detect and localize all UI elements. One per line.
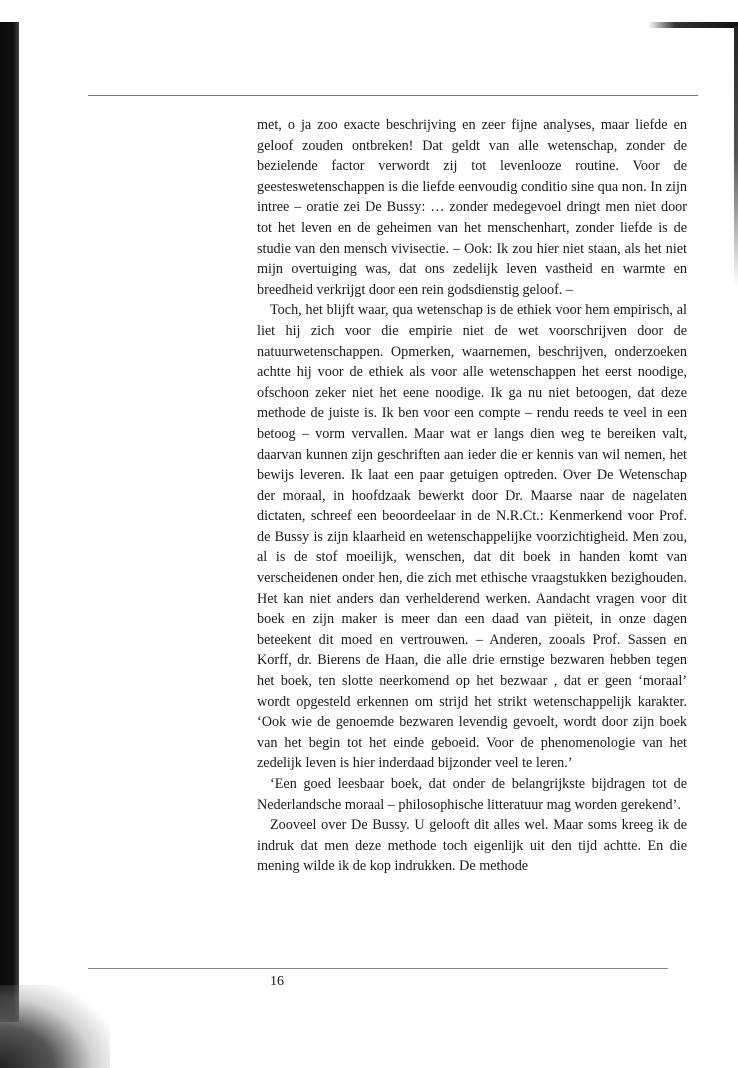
paragraph-3: ‘Een goed leesbaar boek, dat onder de belangrijkste bijdragen tot de Nederlandsche moraal – philosophische litteratuur mag worden gerekend’. xyxy=(257,776,687,813)
scan-shadow-left xyxy=(0,22,19,1022)
paragraph-1: met, o ja zoo exacte beschrijving en zeer fijne analyses, maar liefde en geloof zouden ontbreken! Dat geldt van alle wetenschap, zonder de bezielende factor verwordt zij tot levenlooze routine. Voor de geesteswetenschappen is die liefde eenvoudig conditio sine qua non. In zijn intree – oratie zei De Bussy: … zonder medegevoel dringt men niet door tot het leven en de geheimen van het menschenhart, zonder liefde is de studie van den mensch vivisectie. – Ook: Ik zou hier niet staan, als het niet mijn overtuiging was, dat ons zedelijk leven vastheid en warmte en breedheid verkrijgt door een rein godsdienstig geloof. – xyxy=(257,117,687,298)
paragraph-2: Toch, het blijft waar, qua wetenschap is de ethiek voor hem empirisch, al liet hij zich voor die empirie niet de wet voorschrijven door de natuurwetenschappen. Opmerken, waarnemen, beschrijven, onderzoeken achtte hij voor de ethiek als voor alle wetenschappen het eerst noodige, ofschoon zeker niet het eene noodige. Ik ga nu niet betoogen, dat deze methode de juiste is. Ik ben voor een compte – rendu reeds te veel in een betoog – vorm vervallen. Maar wat er langs dien weg te bereiken valt, daarvan kunnen zijn geschriften aan ieder die er kennis van wil nemen, het bewijs leveren. Ik laat een paar getuigen optreden. Over De Wetenschap der moraal, in hoofdzaak bewerkt door Dr. Maarse naar de nagelaten dictaten, schreef een beoordeelaar in de N.R.Ct.: Kenmerkend voor Prof. de Bussy is zijn klaarheid en wetenschappelijke voorzichtigheid. Men zou, al is de stof moeilijk, wenschen, dat dit boek in handen komt van verscheidenen onder hen, die zich met ethische vraagstukken bezighouden. Het kan niet anders dan verhelderend werken. Aandacht vragen voor dit boek en zijn maker is meer dan een daad van piëteit, in onze dagen beteekent dit moed en vertrouwen. – Anderen, zooals Prof. Sassen en Korff, dr. Bierens de Haan, die alle drie ernstige bezwaren hebben tegen het boek, ten slotte neerkomend op het bezwaar , dat er geen ‘moraal’ wordt opgesteld erkennen om strijd het strikt wetenschappelijk karakter. ‘Ook wie de genoemde bezwaren levendig gevoelt, wordt door zijn boek van het begin tot het einde geboeid. Voor de phenomenologie van het zedelijk leven is hier inderdaad bijzonder veel te leren.’ xyxy=(257,302,687,772)
scan-shadow-right xyxy=(734,26,738,286)
scan-shadow-top-right xyxy=(648,22,738,28)
body-text xyxy=(257,115,687,877)
header-rule xyxy=(88,95,698,96)
page-number: 16 xyxy=(270,974,284,989)
paragraph-4: Zooveel over De Bussy. U gelooft dit alles wel. Maar soms kreeg ik de indruk dat men deze methode toch eigenlijk uit den tijd achtte. En die mening wilde ik de kop indrukken. De methode xyxy=(257,817,687,875)
scan-shadow-bottom-left xyxy=(0,985,110,1068)
footer-rule xyxy=(88,968,668,969)
